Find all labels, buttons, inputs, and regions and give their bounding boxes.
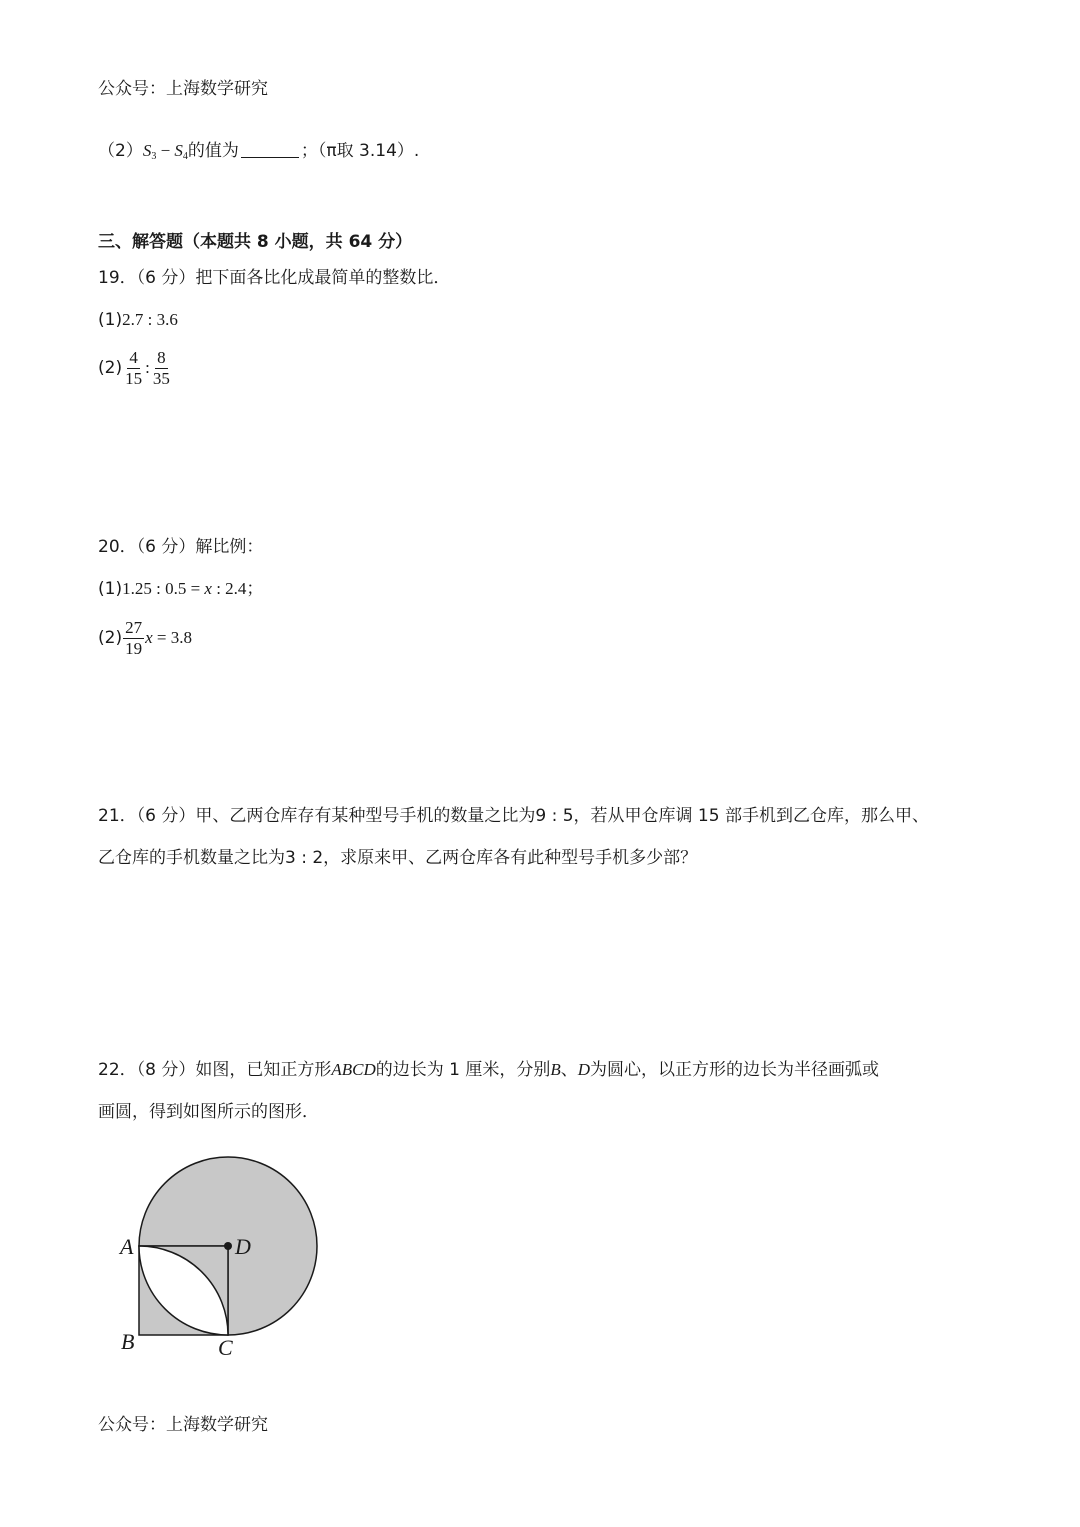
fraction: $\frac{4}{15}$ xyxy=(125,347,143,388)
center-point-d xyxy=(224,1242,232,1250)
q22-line1: 22．（8 分）如图，已知正方形ABCD的边长为 1 厘米，分别B、D为圆心，以正方形的边长为半径画弧或 xyxy=(98,1060,880,1080)
fraction: $\frac{27}{19}$ xyxy=(125,617,143,658)
label-b: B xyxy=(121,1329,135,1354)
q20-stem: 20．（6 分）解比例： xyxy=(98,537,264,557)
label-c: C xyxy=(218,1335,233,1360)
page-header: 公众号：上海数学研究 xyxy=(98,79,268,99)
label-a: A xyxy=(120,1234,134,1259)
q19-stem: 19．（6 分）把下面各比化成最简单的整数比． xyxy=(98,268,451,288)
q19-part1: (1)2.7 : 3.6 xyxy=(98,310,178,330)
section-title: 三、解答题（本题共 8 小题，共 64 分） xyxy=(98,232,413,252)
fraction: $\frac{8}{35}$ xyxy=(152,347,170,388)
geometry-figure xyxy=(108,1150,338,1365)
page-footer: 公众号：上海数学研究 xyxy=(98,1415,268,1435)
q21-line2: 乙仓库的手机数量之比为3 : 2，求原来甲、乙两仓库各有此种型号手机多少部？ xyxy=(98,848,698,868)
q20-part2: (2) $\frac{27}{19}$ x = 3.8 xyxy=(98,617,192,658)
q21-line1: 21．（6 分）甲、乙两仓库存有某种型号手机的数量之比为9 : 5，若从甲仓库调 15 部手机到乙仓库，那么甲、 xyxy=(98,806,929,826)
answer-blank[interactable] xyxy=(241,141,299,158)
label-d: D xyxy=(235,1234,251,1259)
q20-part1: (1)1.25 : 0.5 = x : 2.4； xyxy=(98,579,264,599)
q18-part2: $(2)S_3 - S_4$的值为 ；（π取 3.14）. xyxy=(98,141,420,162)
q19-part2: (2) $\frac{4}{15}$ : $\frac{8}{35}$ xyxy=(98,347,170,388)
q22-line2: 画圆，得到如图所示的图形． xyxy=(98,1102,319,1122)
